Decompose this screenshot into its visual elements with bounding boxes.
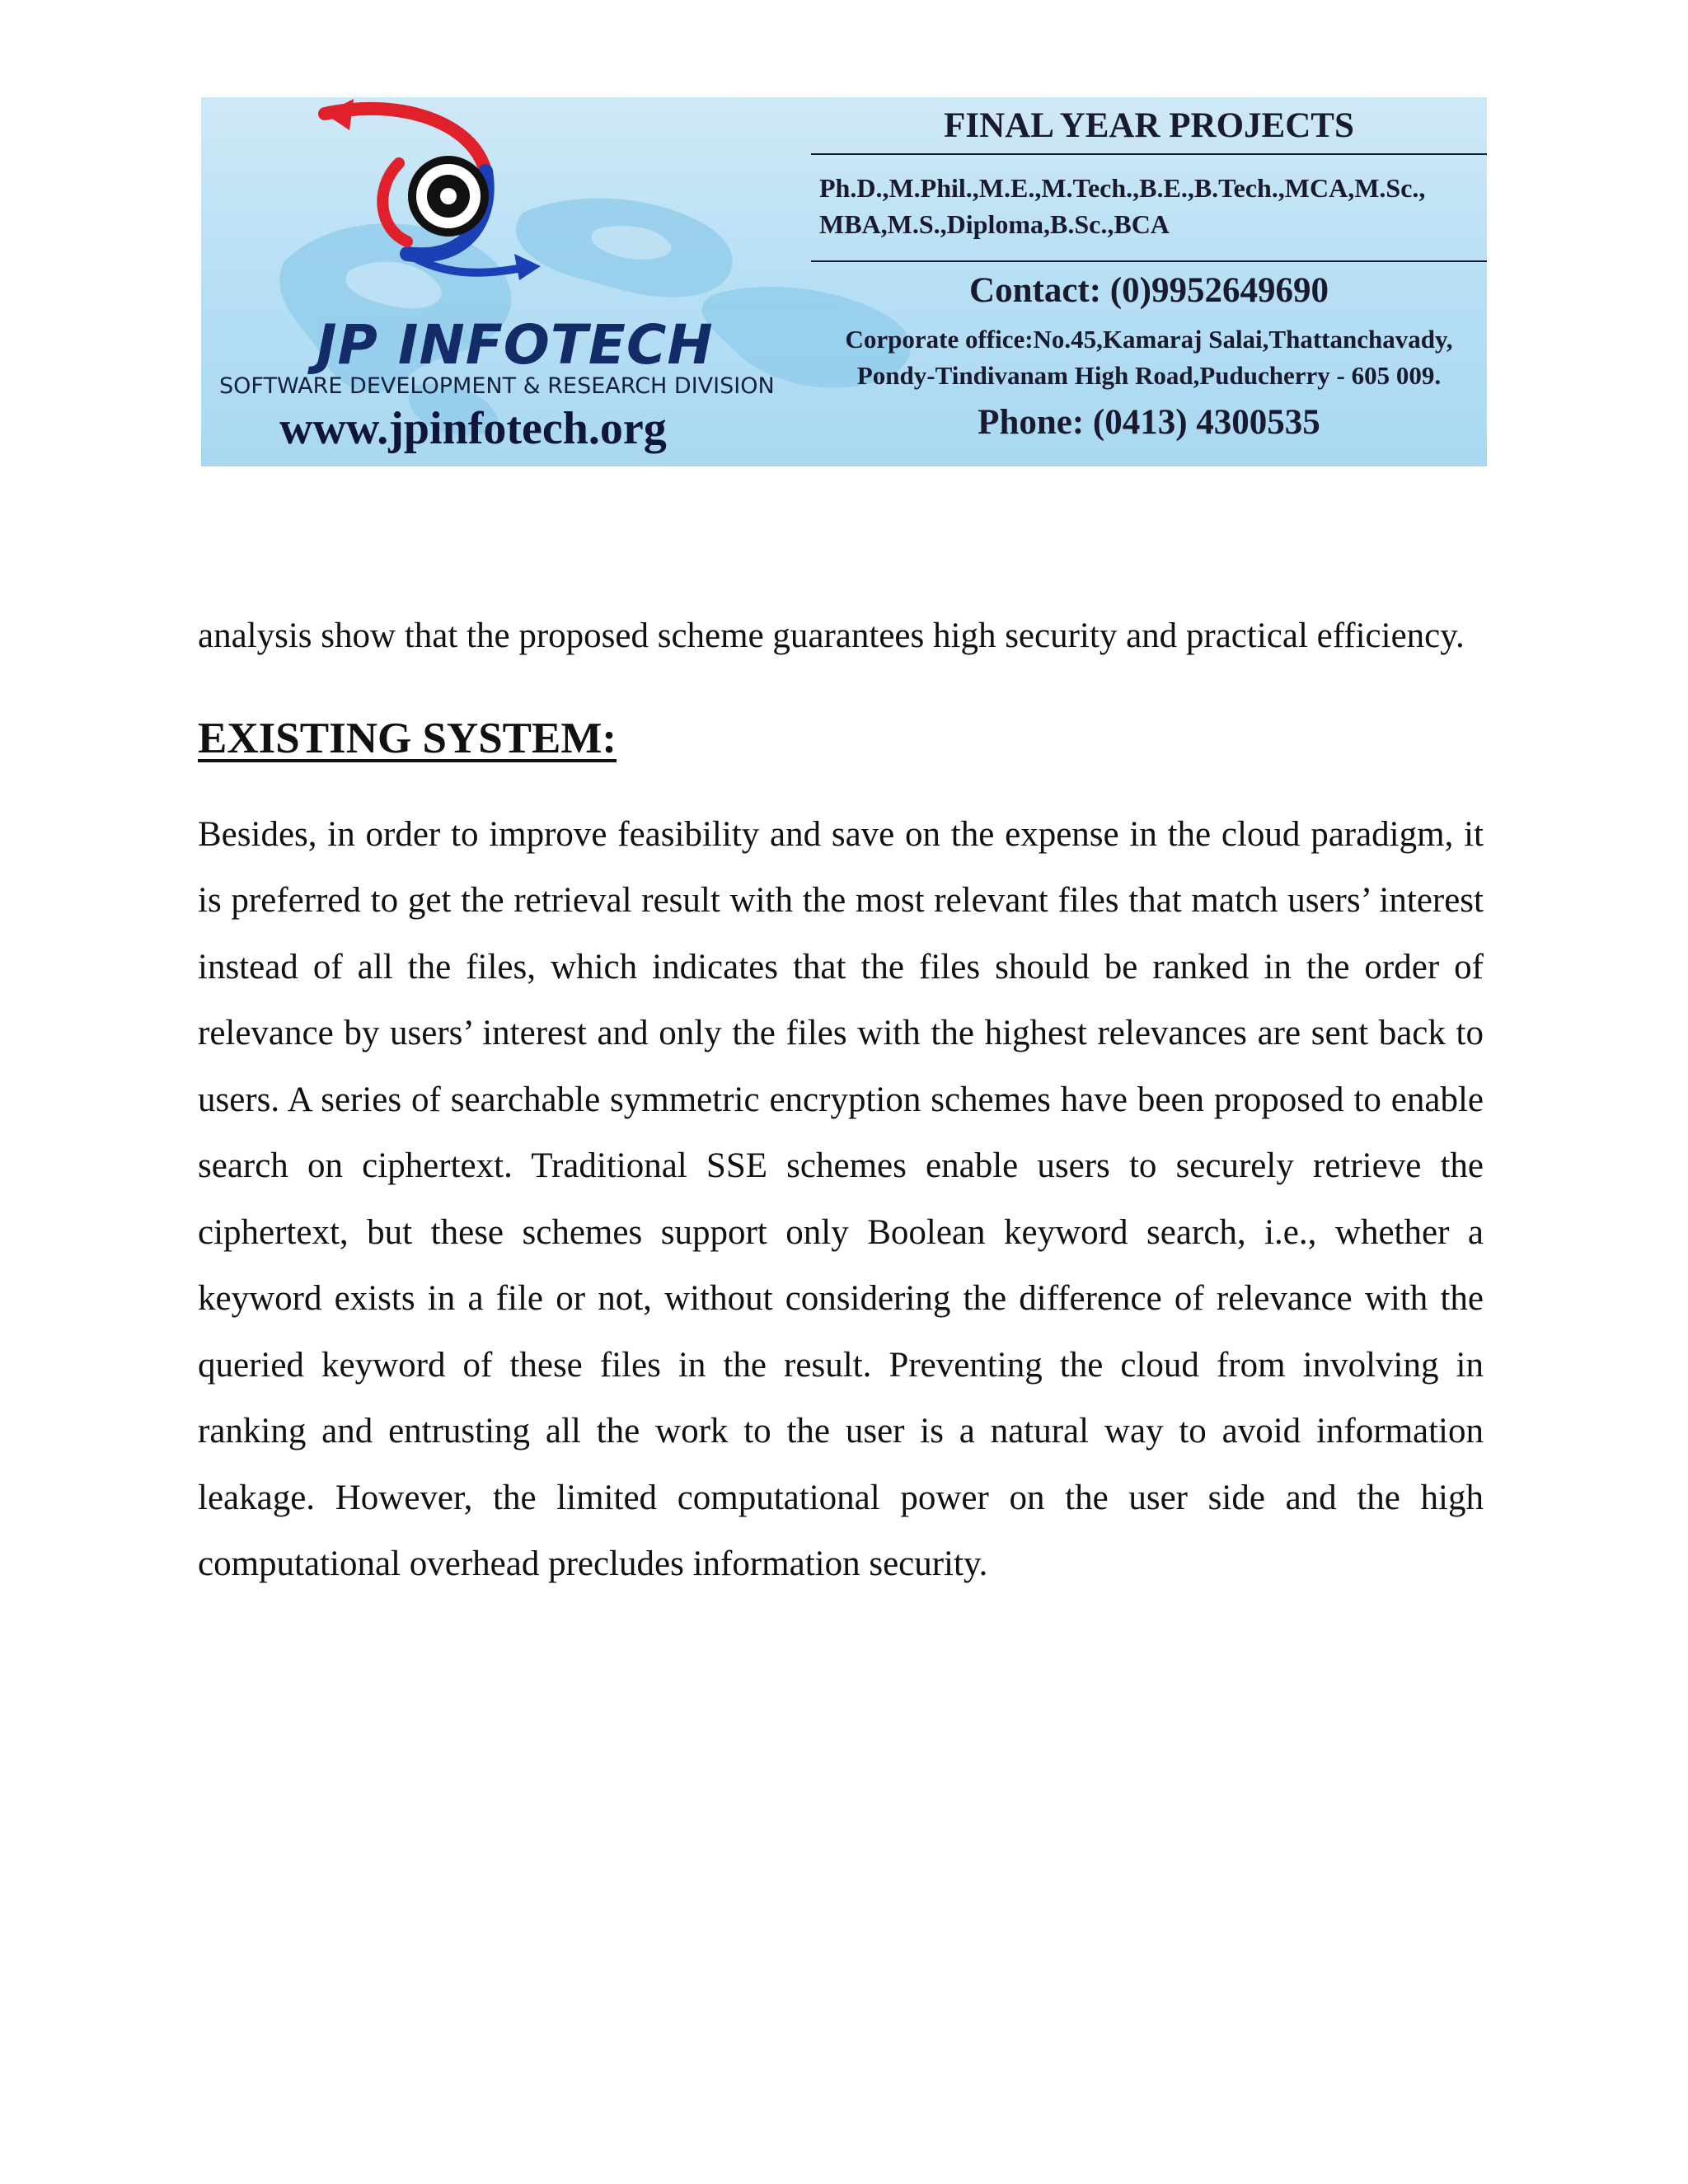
banner-degrees (819, 170, 1479, 242)
document-body (198, 603, 1484, 1598)
brand-division: SOFTWARE DEVELOPMENT & RESEARCH DIVISION (219, 373, 775, 399)
banner-title: FINAL YEAR PROJECTS (944, 106, 1354, 145)
header-banner (201, 97, 1487, 466)
banner-address-line1: Corporate office:No.45,Kamaraj Salai,Thattanchavady, (845, 325, 1453, 354)
banner-address (811, 321, 1487, 394)
banner-phone: Phone: (0413) 4300535 (978, 403, 1320, 442)
banner-contact: Contact: (0)9952649690 (969, 271, 1329, 310)
section-heading: EXISTING SYSTEM: (198, 714, 617, 762)
intro-paragraph: analysis show that the proposed scheme guarantees high security and practical efficiency. (198, 616, 1465, 655)
banner-info-panel (811, 97, 1487, 466)
banner-degrees-line2: MBA,M.S.,Diploma,B.Sc.,BCA (819, 209, 1170, 239)
banner-address-line2: Pondy-Tindivanam High Road,Puducherry - 605 009. (856, 361, 1442, 390)
brand-website: www.jpinfotech.org (279, 403, 667, 454)
existing-system-paragraph: Besides, in order to improve feasibility and save on the expense in the cloud paradigm, it is preferred to get the retrieval result with the most relevant files that match users’ interest instead of all the files, which indicates that the files should be ranked in the order of relevance by users’ interest and only the files with the highest relevances are sent back to users. A series of searchable symmetric encryption schemes have been proposed to enable search on ciphertext. Traditional SSE schemes enable users to securely retrieve the ciphertext, but these schemes support only Boolean keyword search, i.e., whether a keyword exists in a file or not, without considering the difference of relevance with the queried keyword of these files in the result. Preventing the cloud from involving in ranking and entrusting all the work to the user is a natural way to avoid information leakage. However, the limited computational power on the user side and the high computational overhead precludes information security. (198, 814, 1484, 1583)
banner-divider-bottom (811, 260, 1487, 262)
jp-infotech-logo-icon (308, 97, 572, 312)
banner-degrees-line1: Ph.D.,M.Phil.,M.E.,M.Tech.,B.E.,B.Tech.,MCA,M.Sc., (819, 173, 1426, 203)
brand-name: JP INFOTECH (316, 313, 714, 377)
banner-divider-top (811, 153, 1487, 155)
